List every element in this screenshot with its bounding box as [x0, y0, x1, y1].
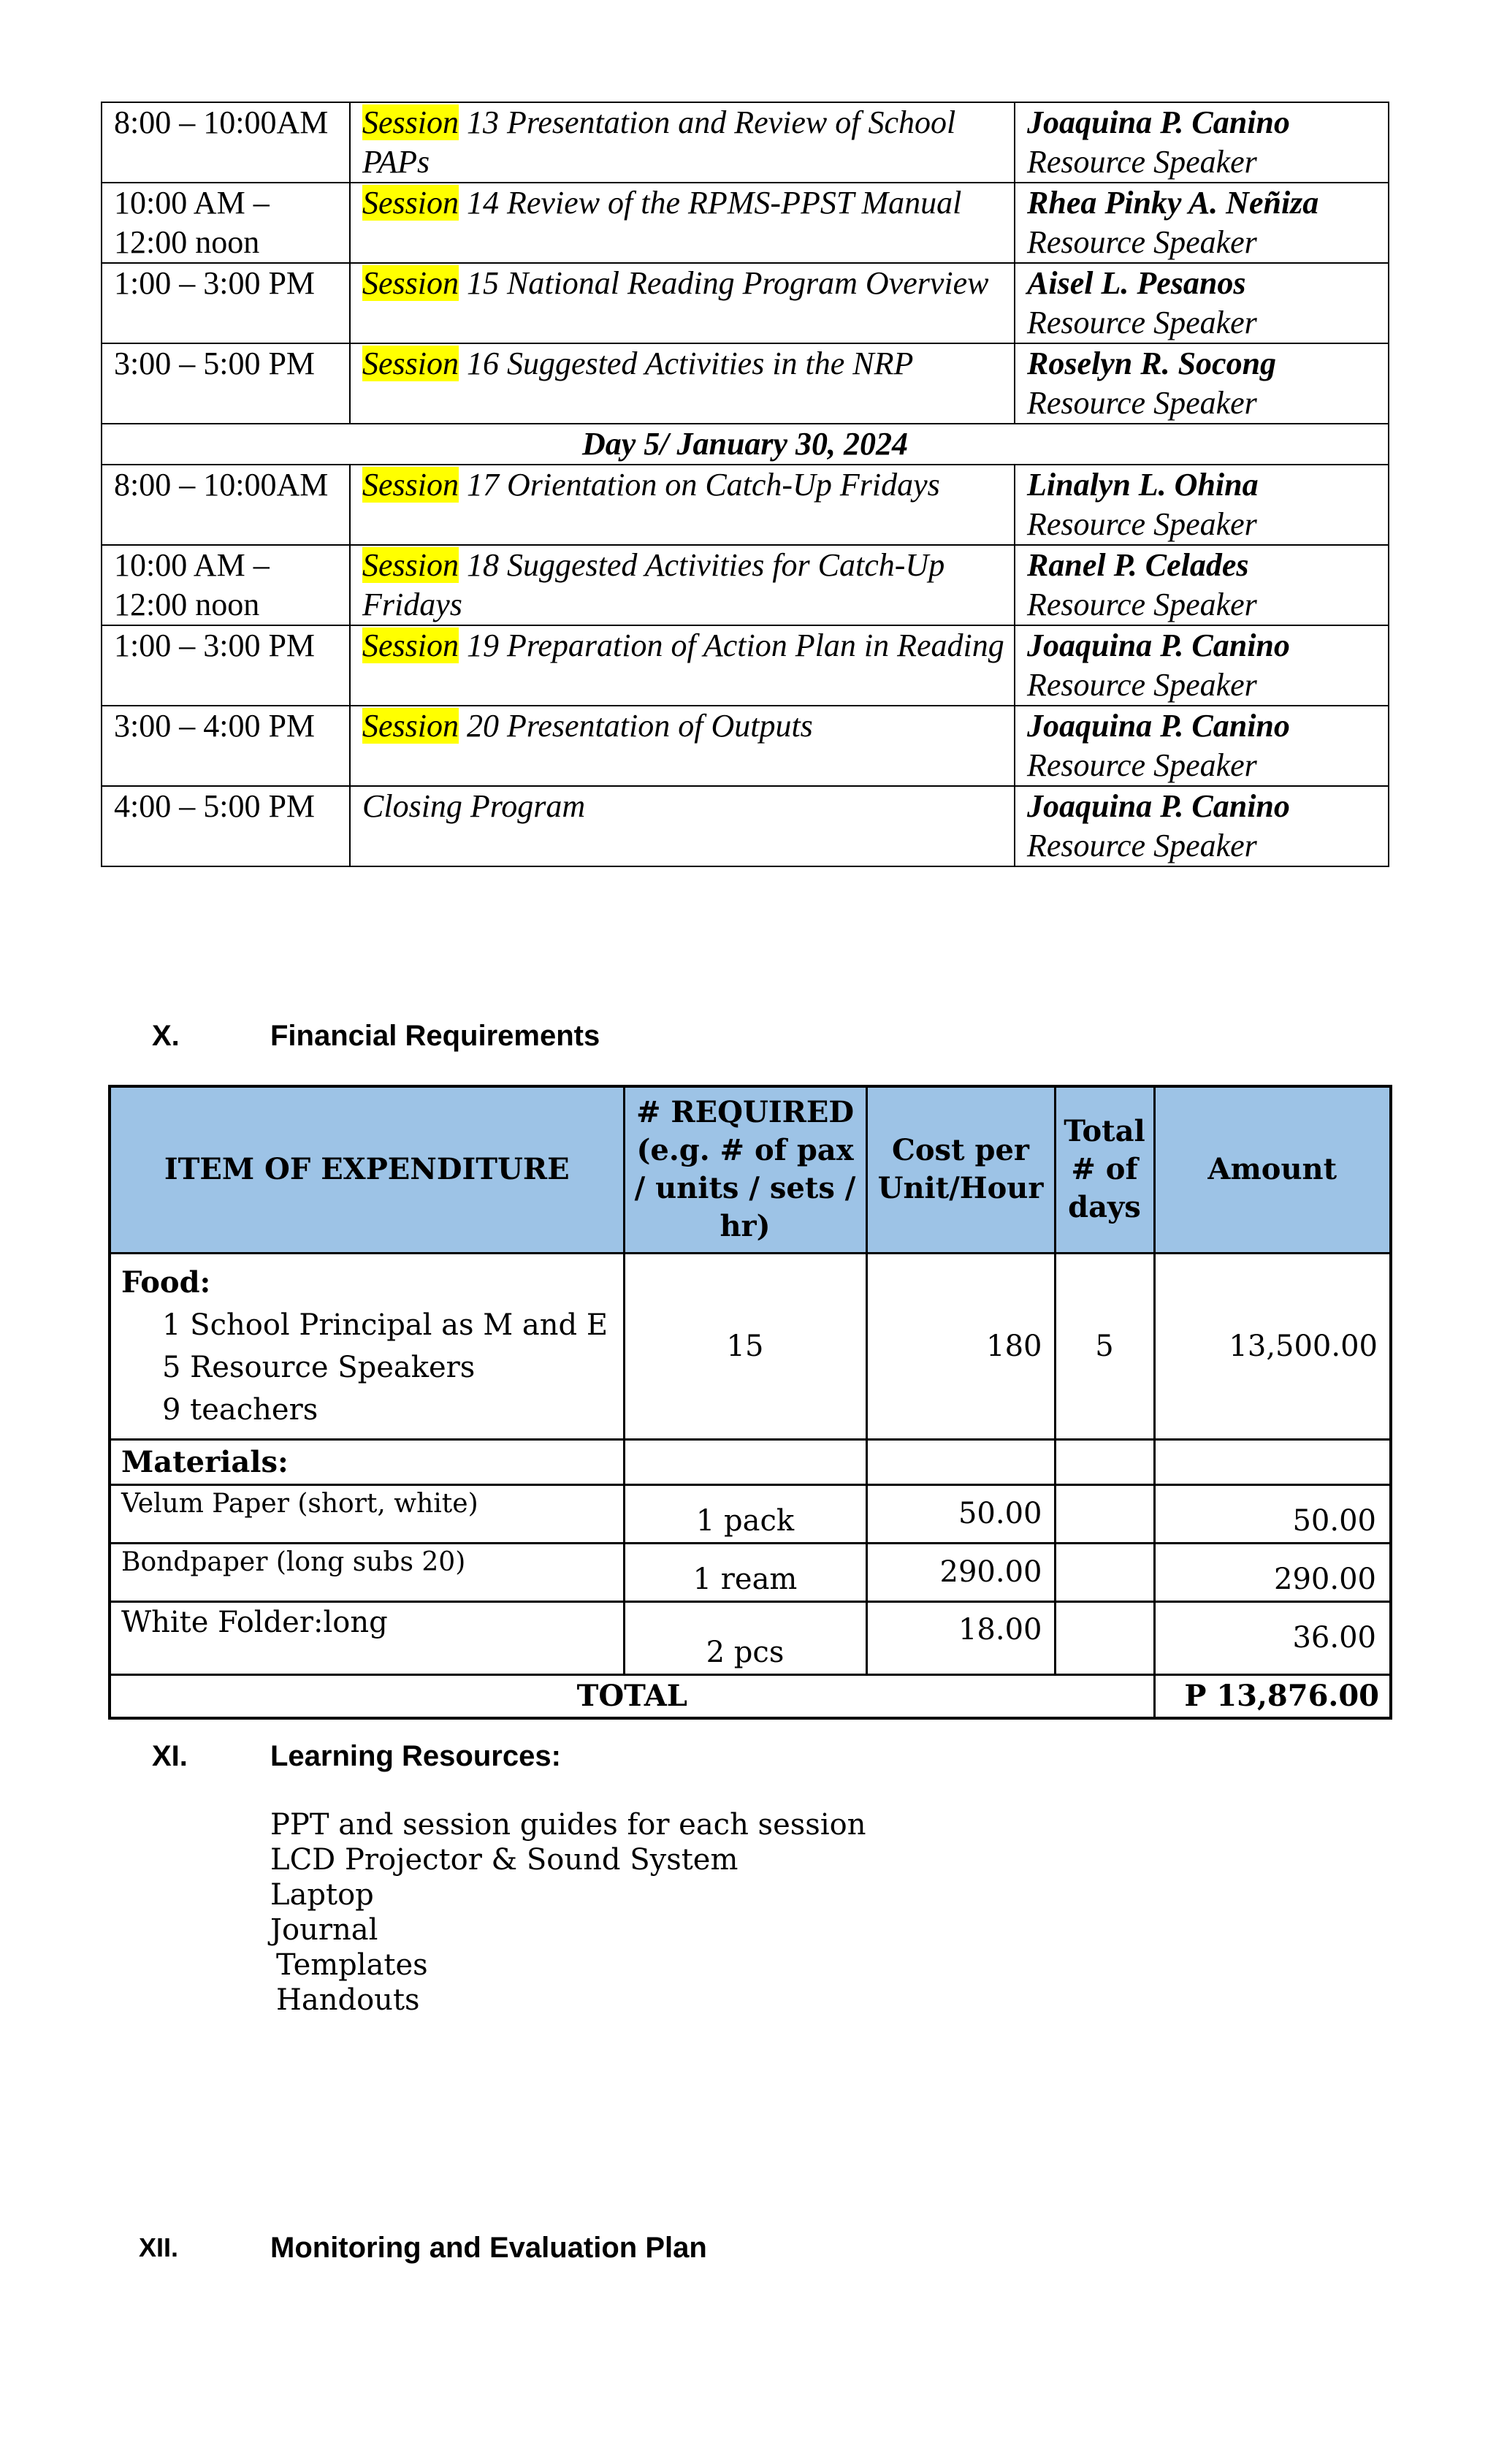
list-item: Journal: [270, 1913, 378, 1947]
food-item: 1 School Principal as M and E: [162, 1308, 608, 1342]
speaker-name: Ranel P. Celades: [1027, 547, 1249, 583]
session-highlight: Session: [362, 185, 459, 221]
food-cost: 180: [866, 1253, 1055, 1439]
topic-cell: [350, 706, 1015, 786]
material-item: Bondpaper (long subs 20): [110, 1543, 624, 1601]
food-required: 15: [624, 1253, 866, 1439]
topic-text: 18 Suggested Activities for Catch-Up Fridays: [362, 547, 945, 622]
table-header-row: [110, 1086, 1391, 1253]
table-row: [110, 1484, 1391, 1543]
empty-cell: [866, 1439, 1055, 1484]
time-cell: 1:00 – 3:00 PM: [102, 263, 350, 343]
schedule-row: [102, 625, 1389, 706]
table-row: [110, 1543, 1391, 1601]
topic-cell: [350, 102, 1015, 183]
header-days: Total # of days: [1055, 1086, 1154, 1253]
empty-cell: [1055, 1601, 1154, 1674]
schedule-row: [102, 263, 1389, 343]
list-item: Laptop: [270, 1878, 374, 1912]
speaker-role: Resource Speaker: [1027, 667, 1257, 703]
schedule-table: [101, 102, 1389, 867]
session-highlight: Session: [362, 265, 459, 301]
speaker-name: Joaquina P. Canino: [1027, 788, 1290, 824]
food-item: 5 Resource Speakers: [162, 1350, 476, 1384]
speaker-role: Resource Speaker: [1027, 828, 1257, 863]
day-header-row: [102, 424, 1389, 465]
topic-text: 20 Presentation of Outputs: [459, 708, 813, 744]
speaker-role: Resource Speaker: [1027, 305, 1257, 340]
topic-text: 13 Presentation and Review of School PAPs: [362, 104, 956, 180]
materials-label: Materials:: [110, 1439, 624, 1484]
topic-text: 19 Preparation of Action Plan in Reading: [459, 628, 1004, 663]
material-item: Velum Paper (short, white): [110, 1484, 624, 1543]
day-label: Day 5/ January 30, 2024: [102, 424, 1389, 465]
financial-requirements-table: [108, 1085, 1392, 1720]
time-cell: 8:00 – 10:00AM: [102, 465, 350, 545]
time-cell: 3:00 – 4:00 PM: [102, 706, 350, 786]
learning-resources-list: [270, 1807, 866, 2018]
total-label: TOTAL: [110, 1674, 1154, 1718]
speaker-name: Joaquina P. Canino: [1027, 628, 1290, 663]
material-required: 2 pcs: [624, 1601, 866, 1674]
session-highlight: Session: [362, 346, 459, 381]
speaker-cell: [1015, 545, 1389, 625]
speaker-cell: [1015, 465, 1389, 545]
food-days: 5: [1055, 1253, 1154, 1439]
section-title: Monitoring and Evaluation Plan: [270, 2232, 707, 2264]
time-cell: 8:00 – 10:00AM: [102, 102, 350, 183]
speaker-cell: [1015, 706, 1389, 786]
empty-cell: [1055, 1543, 1154, 1601]
header-cost: Cost per Unit/Hour: [866, 1086, 1055, 1253]
material-item: White Folder:long: [110, 1601, 624, 1674]
schedule-row: [102, 706, 1389, 786]
topic-text: 17 Orientation on Catch-Up Fridays: [459, 467, 940, 503]
section-title: Financial Requirements: [270, 1020, 600, 1052]
material-required: 1 pack: [624, 1484, 866, 1543]
header-item: ITEM OF EXPENDITURE: [110, 1086, 624, 1253]
session-highlight: Session: [362, 708, 459, 744]
food-row: [110, 1253, 1391, 1439]
empty-cell: [1154, 1439, 1391, 1484]
schedule-row: [102, 343, 1389, 424]
schedule-row: [102, 545, 1389, 625]
topic-cell: [350, 545, 1015, 625]
speaker-cell: [1015, 183, 1389, 263]
schedule-row: [102, 102, 1389, 183]
speaker-role: Resource Speaker: [1027, 224, 1257, 260]
speaker-cell: [1015, 343, 1389, 424]
empty-cell: [1055, 1439, 1154, 1484]
topic-cell: [350, 465, 1015, 545]
topic-cell: [350, 343, 1015, 424]
topic-text: 14 Review of the RPMS-PPST Manual: [459, 185, 962, 221]
empty-cell: [1055, 1484, 1154, 1543]
header-amount: Amount: [1154, 1086, 1391, 1253]
speaker-name: Rhea Pinky A. Neñiza: [1027, 185, 1319, 221]
section-number: XI.: [152, 1740, 188, 1772]
section-number: X.: [152, 1020, 180, 1052]
food-items-cell: [110, 1253, 624, 1439]
material-cost: 50.00: [866, 1484, 1055, 1543]
speaker-name: Aisel L. Pesanos: [1027, 265, 1246, 301]
speaker-role: Resource Speaker: [1027, 385, 1257, 421]
topic-cell: [350, 625, 1015, 706]
schedule-row: [102, 465, 1389, 545]
material-amount: 36.00: [1154, 1601, 1391, 1674]
speaker-name: Linalyn L. Ohina: [1027, 467, 1259, 503]
speaker-role: Resource Speaker: [1027, 144, 1257, 180]
time-cell: 4:00 – 5:00 PM: [102, 786, 350, 866]
topic-cell: [350, 183, 1015, 263]
speaker-cell: [1015, 102, 1389, 183]
section-title: Learning Resources:: [270, 1740, 561, 1772]
total-amount: P 13,876.00: [1154, 1674, 1391, 1718]
speaker-role: Resource Speaker: [1027, 587, 1257, 622]
material-amount: 290.00: [1154, 1543, 1391, 1601]
speaker-name: Joaquina P. Canino: [1027, 104, 1290, 140]
food-item: 9 teachers: [162, 1392, 318, 1427]
topic-text: 15 National Reading Program Overview: [459, 265, 989, 301]
session-highlight: Session: [362, 104, 459, 140]
topic-cell: Closing Program: [350, 786, 1015, 866]
schedule-row-closing: [102, 786, 1389, 866]
speaker-cell: [1015, 625, 1389, 706]
speaker-name: Roselyn R. Socong: [1027, 346, 1277, 381]
schedule-row: [102, 183, 1389, 263]
topic-text: 16 Suggested Activities in the NRP: [459, 346, 914, 381]
header-required: # REQUIRED (e.g. # of pax / units / sets / hr): [624, 1086, 866, 1253]
session-highlight: Session: [362, 467, 459, 503]
speaker-role: Resource Speaker: [1027, 506, 1257, 542]
topic-cell: [350, 263, 1015, 343]
empty-cell: [624, 1439, 866, 1484]
time-cell: 1:00 – 3:00 PM: [102, 625, 350, 706]
materials-header-row: [110, 1439, 1391, 1484]
list-item: LCD Projector & Sound System: [270, 1843, 739, 1877]
list-item: Templates: [276, 1948, 428, 1982]
list-item: Handouts: [276, 1983, 420, 2017]
table-row: [110, 1601, 1391, 1674]
material-cost: 18.00: [866, 1601, 1055, 1674]
speaker-name: Joaquina P. Canino: [1027, 708, 1290, 744]
session-highlight: Session: [362, 547, 459, 583]
time-cell: 3:00 – 5:00 PM: [102, 343, 350, 424]
material-cost: 290.00: [866, 1543, 1055, 1601]
food-label: Food:: [121, 1265, 211, 1300]
speaker-cell: [1015, 786, 1389, 866]
food-amount: 13,500.00: [1154, 1253, 1391, 1439]
list-item: PPT and session guides for each session: [270, 1808, 866, 1842]
material-required: 1 ream: [624, 1543, 866, 1601]
speaker-cell: [1015, 263, 1389, 343]
total-row: [110, 1674, 1391, 1718]
time-cell: 10:00 AM – 12:00 noon: [102, 545, 350, 625]
time-cell: 10:00 AM – 12:00 noon: [102, 183, 350, 263]
section-number: XII.: [139, 2232, 179, 2262]
speaker-role: Resource Speaker: [1027, 747, 1257, 783]
material-amount: 50.00: [1154, 1484, 1391, 1543]
session-highlight: Session: [362, 628, 459, 663]
